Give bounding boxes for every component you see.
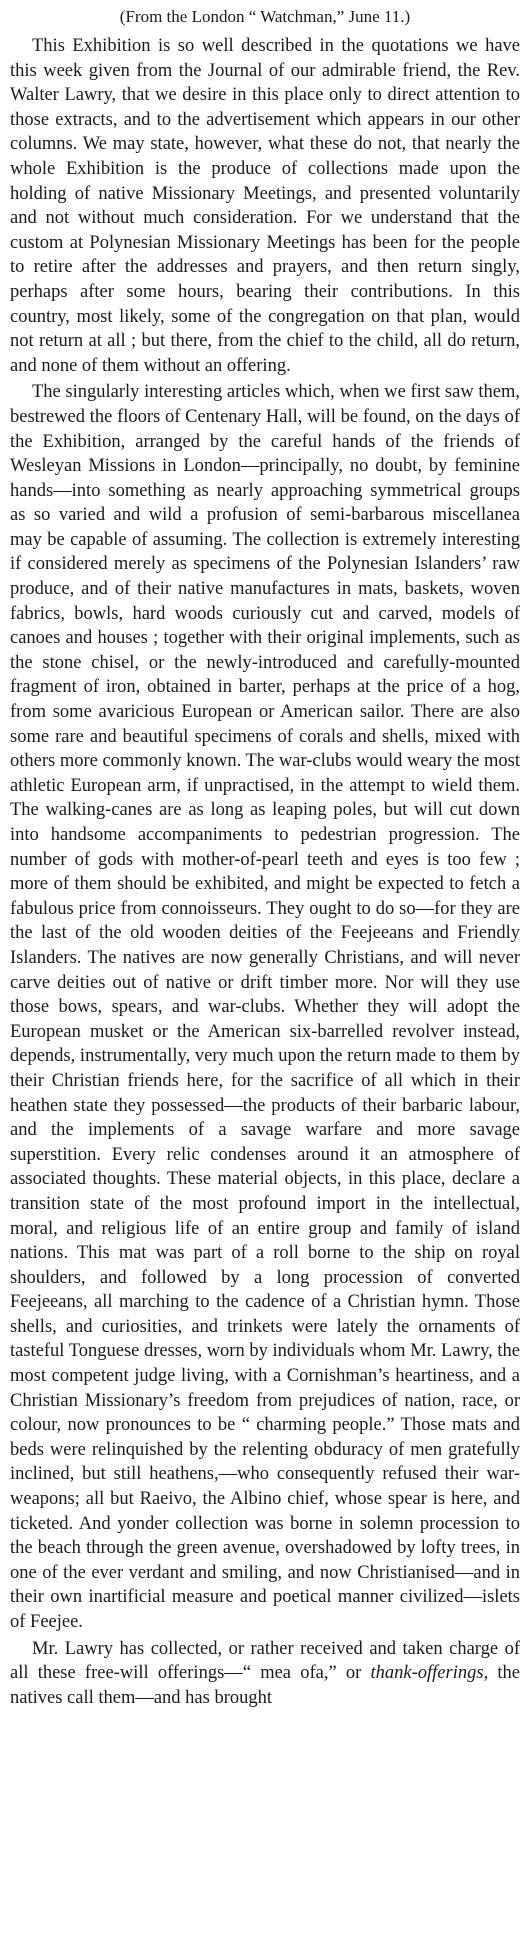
paragraph-articles-description: The singularly interesting articles which, when we first saw them, bestrewed the floors of Centenary Hall, will be found, on the days of the Exhibition, arranged by the careful hands of the friends of Wesleyan Missions in London—principally, no doubt, by feminine hands—into something as nearly approaching symmetrical groups as so varied and wild a profusion of semi-barbarous miscellanea may be capable of assuming. The collection is extremely interesting if considered merely as specimens of the Polynesian Islanders’ raw produce, and of their native manufactures in mats, baskets, woven fabrics, bowls, hard woods curiously cut and carved, models of canoes and houses ; together with their original implements, such as the stone chisel, or the newly-introduced and carefully-mounted fragment of iron, obtained in barter, perhaps at the price of a hog, from some avaricious European or American sailor. There are also some rare and beautiful specimens of corals and shells, mixed with others more commonly known. The war-clubs would weary the most athletic European arm, if unpractised, in the attempt to wield them. The walking-canes are as long as leaping poles, but will cut down into handsome accompaniments to pedestrian progression. The number of gods with mother-of-pearl teeth and eyes is too few ; more of them should be exhibited, and might be expected to fetch a fabulous price from connoisseurs. They ought to do so—for they are the last of the old wooden deities of the Feejeeans and Friendly Islanders. The natives are now generally Christians, and will never carve deities out of native or drift timber more. Nor will they use those bows, spears, and war-clubs. Whether they will adopt the European musket or the American six-barrelled revolver instead, depends, instrumentally, very much upon the return made to them by their Christian friends here, for the sacrifice of all which in their heathen state they possessed—the products of their barbaric labour, and the implements of a savage warfare and more savage superstition. Every relic condenses around it an atmosphere of associated thoughts. These material objects, in this place, declare a transition state of the most profound import in the intellectual, moral, and religious life of an entire group and family of island nations. This mat was part of a roll borne to the ship on royal shoulders, and followed by a long procession of converted Feejeeans, all marching to the cadence of a Christian hymn. Those shells, and curiosities, and trinkets were lately the ornaments of tasteful Tonguese dresses, worn by individuals whom Mr. Lawry, the most competent judge living, with a Cornishman’s heartiness, and a Christian Missionary’s freedom from prejudices of nation, race, or colour, now pronounces to be “ charming people.” Those mats and beds were relinquished by the relenting obduracy of men gratefully inclined, but still heathens,—who consequently refused their war-weapons; all but Raeivo, the Albino chief, whose spear is here, and ticketed. And yonder collection was borne in solemn procession to the beach through the green avenue, overshadowed by lofty trees, in one of the ever verdant and smiling, and now Christianised—and in their own inartificial measure and poetical manner civilized—islets of Feejee.: [10, 382, 520, 1632]
paragraph-closing: [10, 1637, 520, 1711]
closing-italic-phrase: thank-offerings: [370, 1663, 484, 1684]
paragraph-exhibition-intro: This Exhibition is so well described in the quotations we have this week given from the Journal of our admirable friend, the Rev. Walter Lawry, that we desire in this place only to direct attention to those extracts, and to the advertisement which appears in our other columns. We may state, however, what these do not, that nearly the whole Exhibition is the produce of collections made upon the holding of native Missionary Meetings, and presented voluntarily and not without much consideration. For we understand that the custom at Polynesian Missionary Meetings has been for the people to retire after the addresses and prayers, and then return singly, perhaps after some hours, bearing their contributions. In this country, most likely, some of the congregation on that plan, would not return at all ; but there, from the chief to the child, all do return, and none of them without an offering.: [10, 36, 520, 376]
closing-text-after: , the natives call them—and has brought: [10, 1663, 520, 1708]
newspaper-column: [10, 6, 520, 1710]
closing-text-before: Mr. Lawry has collected, or rather received and taken charge of all these free-will offerings—“ mea ofa,” or: [10, 1638, 520, 1684]
source-attribution: (From the London “ Watchman,” June 11.): [119, 7, 411, 26]
